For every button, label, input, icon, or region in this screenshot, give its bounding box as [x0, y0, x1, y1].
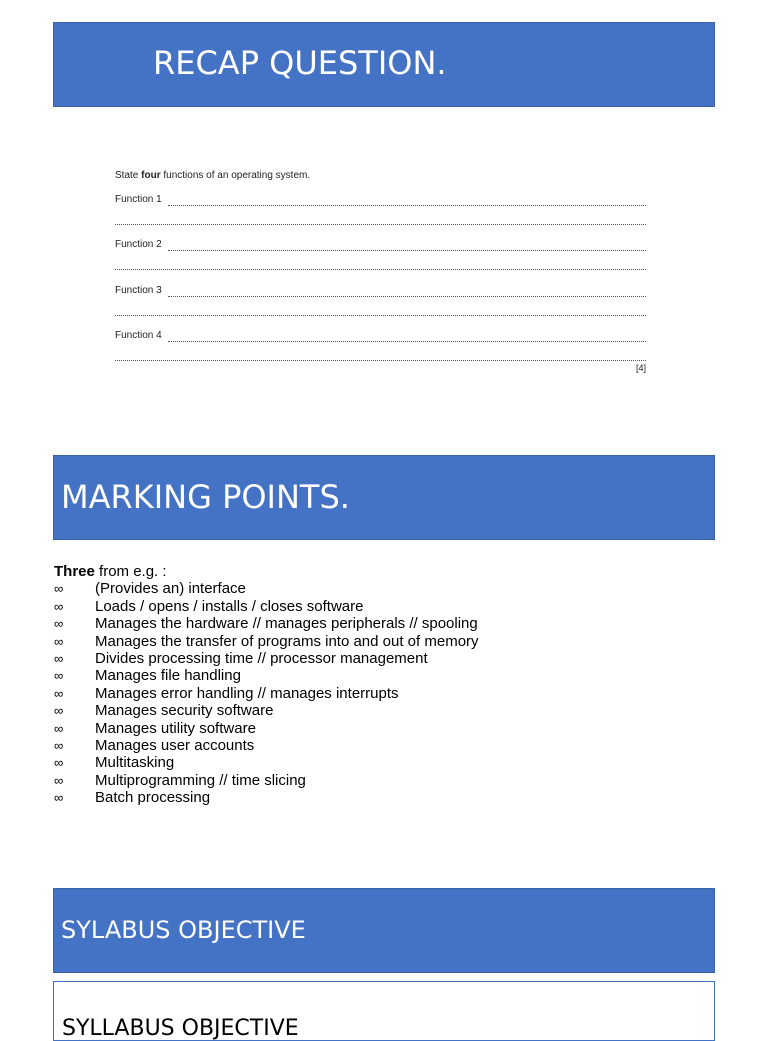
marking-point-text: Manages user accounts	[95, 737, 255, 755]
dotted-line	[168, 195, 646, 206]
dotted-line	[115, 224, 646, 225]
marking-point-text: Multiprogramming // time slicing	[95, 771, 306, 789]
syllabus-objective-title: SYLABUS OBJECTIVE	[61, 916, 306, 944]
marking-point-text: Manages the transfer of programs into and out of memory	[95, 632, 479, 650]
dotted-line	[168, 331, 646, 342]
marking-point-item	[54, 598, 479, 615]
marking-point-item	[54, 685, 479, 702]
infinity-bullet-icon: ∞	[54, 772, 64, 788]
marking-points-lead	[54, 563, 479, 580]
infinity-bullet-icon: ∞	[54, 790, 64, 806]
function-label: Function 1	[115, 194, 162, 205]
marking-point-text: Manages file handling	[95, 667, 241, 685]
marking-point-item	[54, 720, 479, 737]
answer-line-function-4	[115, 328, 646, 342]
marking-points-list	[54, 563, 479, 807]
syllabus-objective-banner	[53, 888, 715, 973]
marking-point-text: Batch processing	[95, 789, 211, 807]
marking-point-item	[54, 667, 479, 684]
syllabus-objective-box	[53, 981, 715, 1041]
infinity-bullet-icon: ∞	[54, 738, 64, 754]
question-stem-start: State	[115, 170, 142, 181]
recap-question-banner	[53, 22, 715, 107]
answer-line-function-1	[115, 192, 646, 206]
dotted-line	[115, 360, 646, 361]
infinity-bullet-icon: ∞	[54, 703, 64, 719]
infinity-bullet-icon: ∞	[54, 598, 64, 614]
marking-point-text: (Provides an) interface	[95, 580, 246, 598]
question-stem-emphasis: four	[141, 170, 161, 181]
dotted-line	[115, 315, 646, 316]
infinity-bullet-icon: ∞	[54, 616, 64, 632]
marking-point-item	[54, 754, 479, 771]
marking-point-item	[54, 702, 479, 719]
function-label: Function 4	[115, 330, 162, 341]
marking-points-title: MARKING POINTS.	[61, 478, 350, 516]
marking-points-items	[54, 580, 479, 806]
marking-point-item	[54, 737, 479, 754]
answer-line-function-3	[115, 283, 646, 297]
syllabus-objective-heading: SYLLABUS OBJECTIVE	[62, 1016, 299, 1041]
question-stem-end: functions of an operating system.	[160, 170, 311, 181]
infinity-bullet-icon: ∞	[54, 651, 64, 667]
infinity-bullet-icon: ∞	[54, 755, 64, 771]
question-stem	[115, 170, 310, 181]
infinity-bullet-icon: ∞	[54, 668, 64, 684]
marking-points-banner	[53, 455, 715, 540]
marking-point-item	[54, 580, 479, 597]
infinity-bullet-icon: ∞	[54, 720, 64, 736]
infinity-bullet-icon: ∞	[54, 685, 64, 701]
marking-point-text: Manages the hardware // manages peripherals // spooling	[95, 615, 478, 633]
dotted-line	[168, 286, 646, 297]
recap-question-title: RECAP QUESTION.	[153, 44, 447, 82]
marking-point-item	[54, 772, 479, 789]
marking-points-lead-rest: from e.g. :	[94, 563, 167, 580]
marks-allocation: [4]	[635, 363, 646, 373]
dotted-line	[115, 269, 646, 270]
marking-point-item	[54, 789, 479, 806]
marking-point-text: Multitasking	[95, 754, 175, 772]
marking-point-text: Loads / opens / installs / closes software	[95, 597, 364, 615]
answer-line-function-2	[115, 237, 646, 251]
marking-point-item	[54, 615, 479, 632]
marking-point-item	[54, 633, 479, 650]
marking-point-item	[54, 650, 479, 667]
marking-point-text: Divides processing time // processor management	[95, 650, 428, 668]
function-label: Function 2	[115, 239, 162, 250]
dotted-line	[168, 240, 646, 251]
function-label: Function 3	[115, 285, 162, 296]
marking-point-text: Manages utility software	[95, 719, 256, 737]
marking-points-lead-bold: Three	[54, 563, 95, 580]
marking-point-text: Manages error handling // manages interrupts	[95, 684, 399, 702]
infinity-bullet-icon: ∞	[54, 633, 64, 649]
infinity-bullet-icon: ∞	[54, 581, 64, 597]
marking-point-text: Manages security software	[95, 702, 274, 720]
